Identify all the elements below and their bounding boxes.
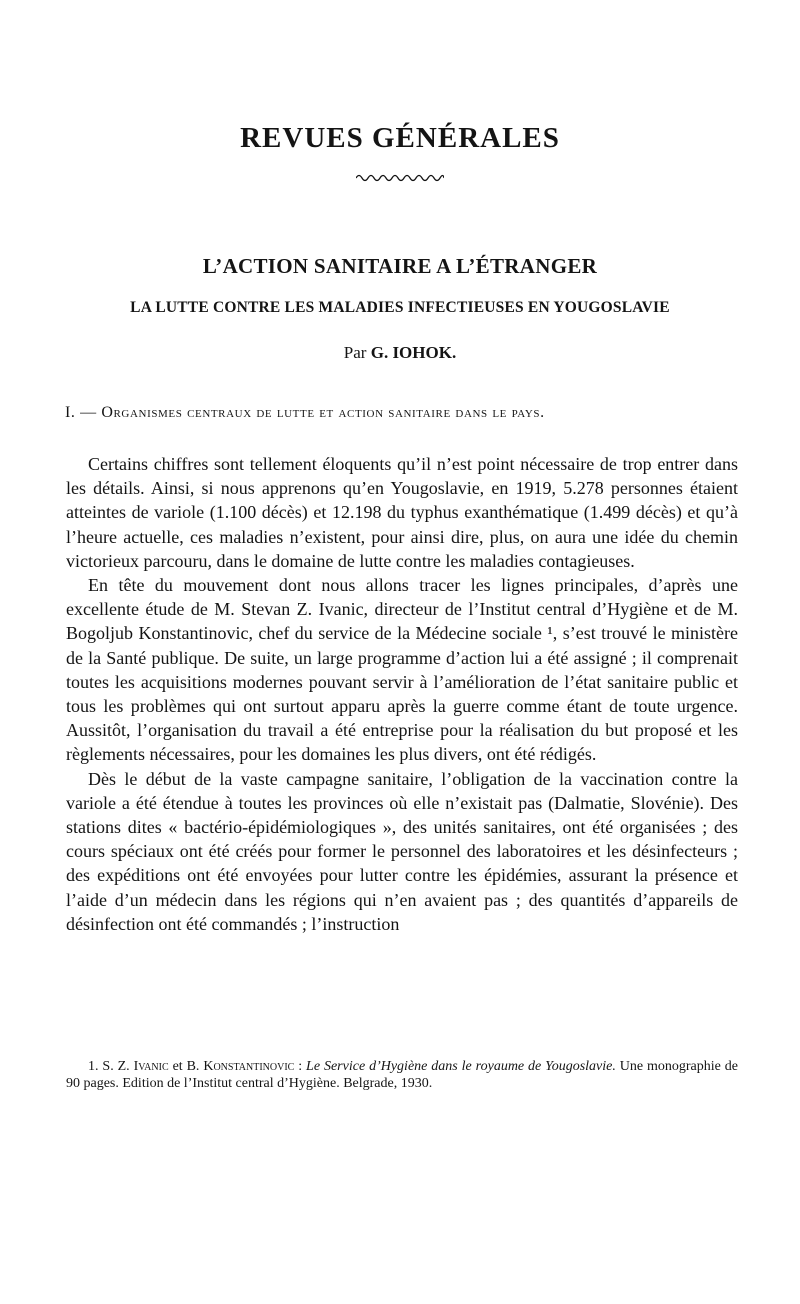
- byline: [0, 343, 800, 363]
- journal-heading: REVUES GÉNÉRALES: [240, 122, 560, 154]
- paragraph: Certains chiffres sont tellement éloquents qu’il n’est point nécessaire de trop entrer dans les détails. Ainsi, si nous apprenons qu’en Yougoslavie, en 1919, 5.278 personnes étaient atteintes de variole (1.100 décès) et 12.198 du typhus exanthématique (1.499 décès) et qu’à l’heure actuelle, ces maladies n’existent, pour ainsi dire, plus, on aura une idée du chemin victorieux parcouru, dans le domaine de lutte contre les maladies contagieuses.: [66, 454, 738, 571]
- section-heading: [65, 404, 735, 422]
- footnote-conjunction: et: [172, 1059, 183, 1074]
- wavy-ornament: [356, 172, 444, 184]
- footnote-number: 1.: [88, 1059, 99, 1074]
- article-subtitle: LA LUTTE CONTRE LES MALADIES INFECTIEUSES EN YOUGOSLAVIE: [130, 299, 670, 316]
- footnote: [66, 1058, 738, 1092]
- body-text: [66, 452, 738, 936]
- section-title: Organismes centraux de lutte et action sanitaire dans le pays.: [101, 404, 545, 421]
- paragraph: En tête du mouvement dont nous allons tracer les lignes principales, d’après une excellente étude de M. Stevan Z. Ivanic, directeur de l’Institut central d’Hygiène et de M. Bogoljub Konstantinovic, chef du service de la Médecine sociale ¹, s’est trouvé le ministère de la Santé publique. De suite, un large programme d’action lui a été assigné ; il comprenait toutes les acquisitions modernes pouvant servir à l’amélioration de l’état sanitaire public et tous les problèmes qui ont surtout apparu après la guerre comme étant de toute urgence. Aussitôt, l’organisation du travail a été entreprise pour la réalisation du but proposé et les règlements nécessaires, pour les domaines les plus divers, ont été rédigés.: [66, 575, 738, 765]
- footnote-author: S. Z. Ivanic: [102, 1059, 169, 1074]
- footnote-work-title: Le Service d’Hygiène dans le royaume de Yougoslavie.: [306, 1059, 616, 1074]
- paragraph: Dès le début de la vaste campagne sanitaire, l’obligation de la vaccination contre la variole a été étendue à toutes les provinces où elle n’existait pas (Dalmatie, Slovénie). Des stations dites « bactério-épidémiologiques », des unités sanitaires, ont été organisées ; des cours spéciaux ont été créés pour former le personnel des laboratoires et les désinfecteurs ; des expéditions ont été envoyées pour lutter contre les épidémies, assurant la présence et l’aide d’un médecin dans les régions qui n’en avaient pas ; des quantités d’appareils de désinfection ont été commandés ; l’instruction: [66, 768, 738, 934]
- byline-prefix: Par: [343, 343, 367, 362]
- author-name: G. IOHOK.: [370, 343, 457, 362]
- footnote-author: B. Konstantinovic :: [186, 1059, 303, 1074]
- section-number: I. —: [65, 404, 97, 421]
- footnote-details: Une monographie de 90 pages. Edition de l’Institut central d’Hygiène. Belgrade, 1930.: [66, 1059, 739, 1091]
- article-title: L’ACTION SANITAIRE A L’ÉTRANGER: [202, 254, 598, 278]
